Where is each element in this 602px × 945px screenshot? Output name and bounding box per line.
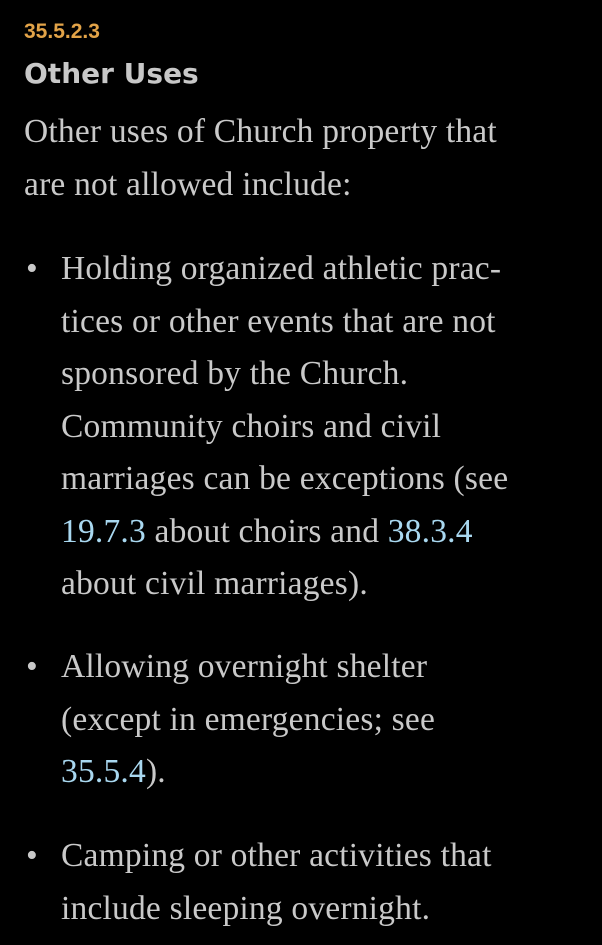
text-segment: about choirs and bbox=[145, 512, 388, 550]
text-line bbox=[61, 506, 591, 559]
reference-link-38-3-4[interactable]: 38.3.4 bbox=[387, 512, 473, 550]
reference-link-19-7-3[interactable]: 19.7.3 bbox=[61, 512, 146, 550]
list-item-text bbox=[61, 641, 591, 799]
text-line: Camping or other activities that bbox=[61, 837, 492, 874]
list-item-text bbox=[61, 830, 591, 935]
text-line: include sleeping overnight. bbox=[61, 889, 431, 927]
section-title: Other Uses bbox=[24, 57, 199, 90]
reference-link-35-5-4[interactable]: 35.5.4 bbox=[61, 753, 146, 790]
bullet-icon: • bbox=[26, 648, 38, 685]
text-line: tices or other events that are not bbox=[61, 302, 496, 340]
text-line: Holding organized athletic prac- bbox=[61, 250, 502, 287]
text-line: Allowing overnight shelter bbox=[61, 648, 428, 685]
text-line: (except in emergencies; see bbox=[61, 700, 436, 738]
text-line: about civil marriages). bbox=[61, 565, 368, 602]
section-number: 35.5.2.3 bbox=[24, 20, 100, 43]
text-line: marriages can be exceptions (see bbox=[61, 460, 509, 497]
text-segment: ). bbox=[145, 753, 166, 790]
bullet-icon: • bbox=[26, 250, 38, 287]
bullet-icon: • bbox=[26, 837, 38, 874]
intro-line: are not allowed include: bbox=[24, 165, 352, 203]
intro-paragraph bbox=[24, 106, 584, 211]
text-line: sponsored by the Church. bbox=[61, 355, 409, 392]
text-line bbox=[61, 746, 591, 799]
intro-line: Other uses of Church property that bbox=[24, 113, 497, 150]
text-line: Community choirs and civil bbox=[61, 407, 442, 445]
list-item-text bbox=[61, 243, 591, 611]
